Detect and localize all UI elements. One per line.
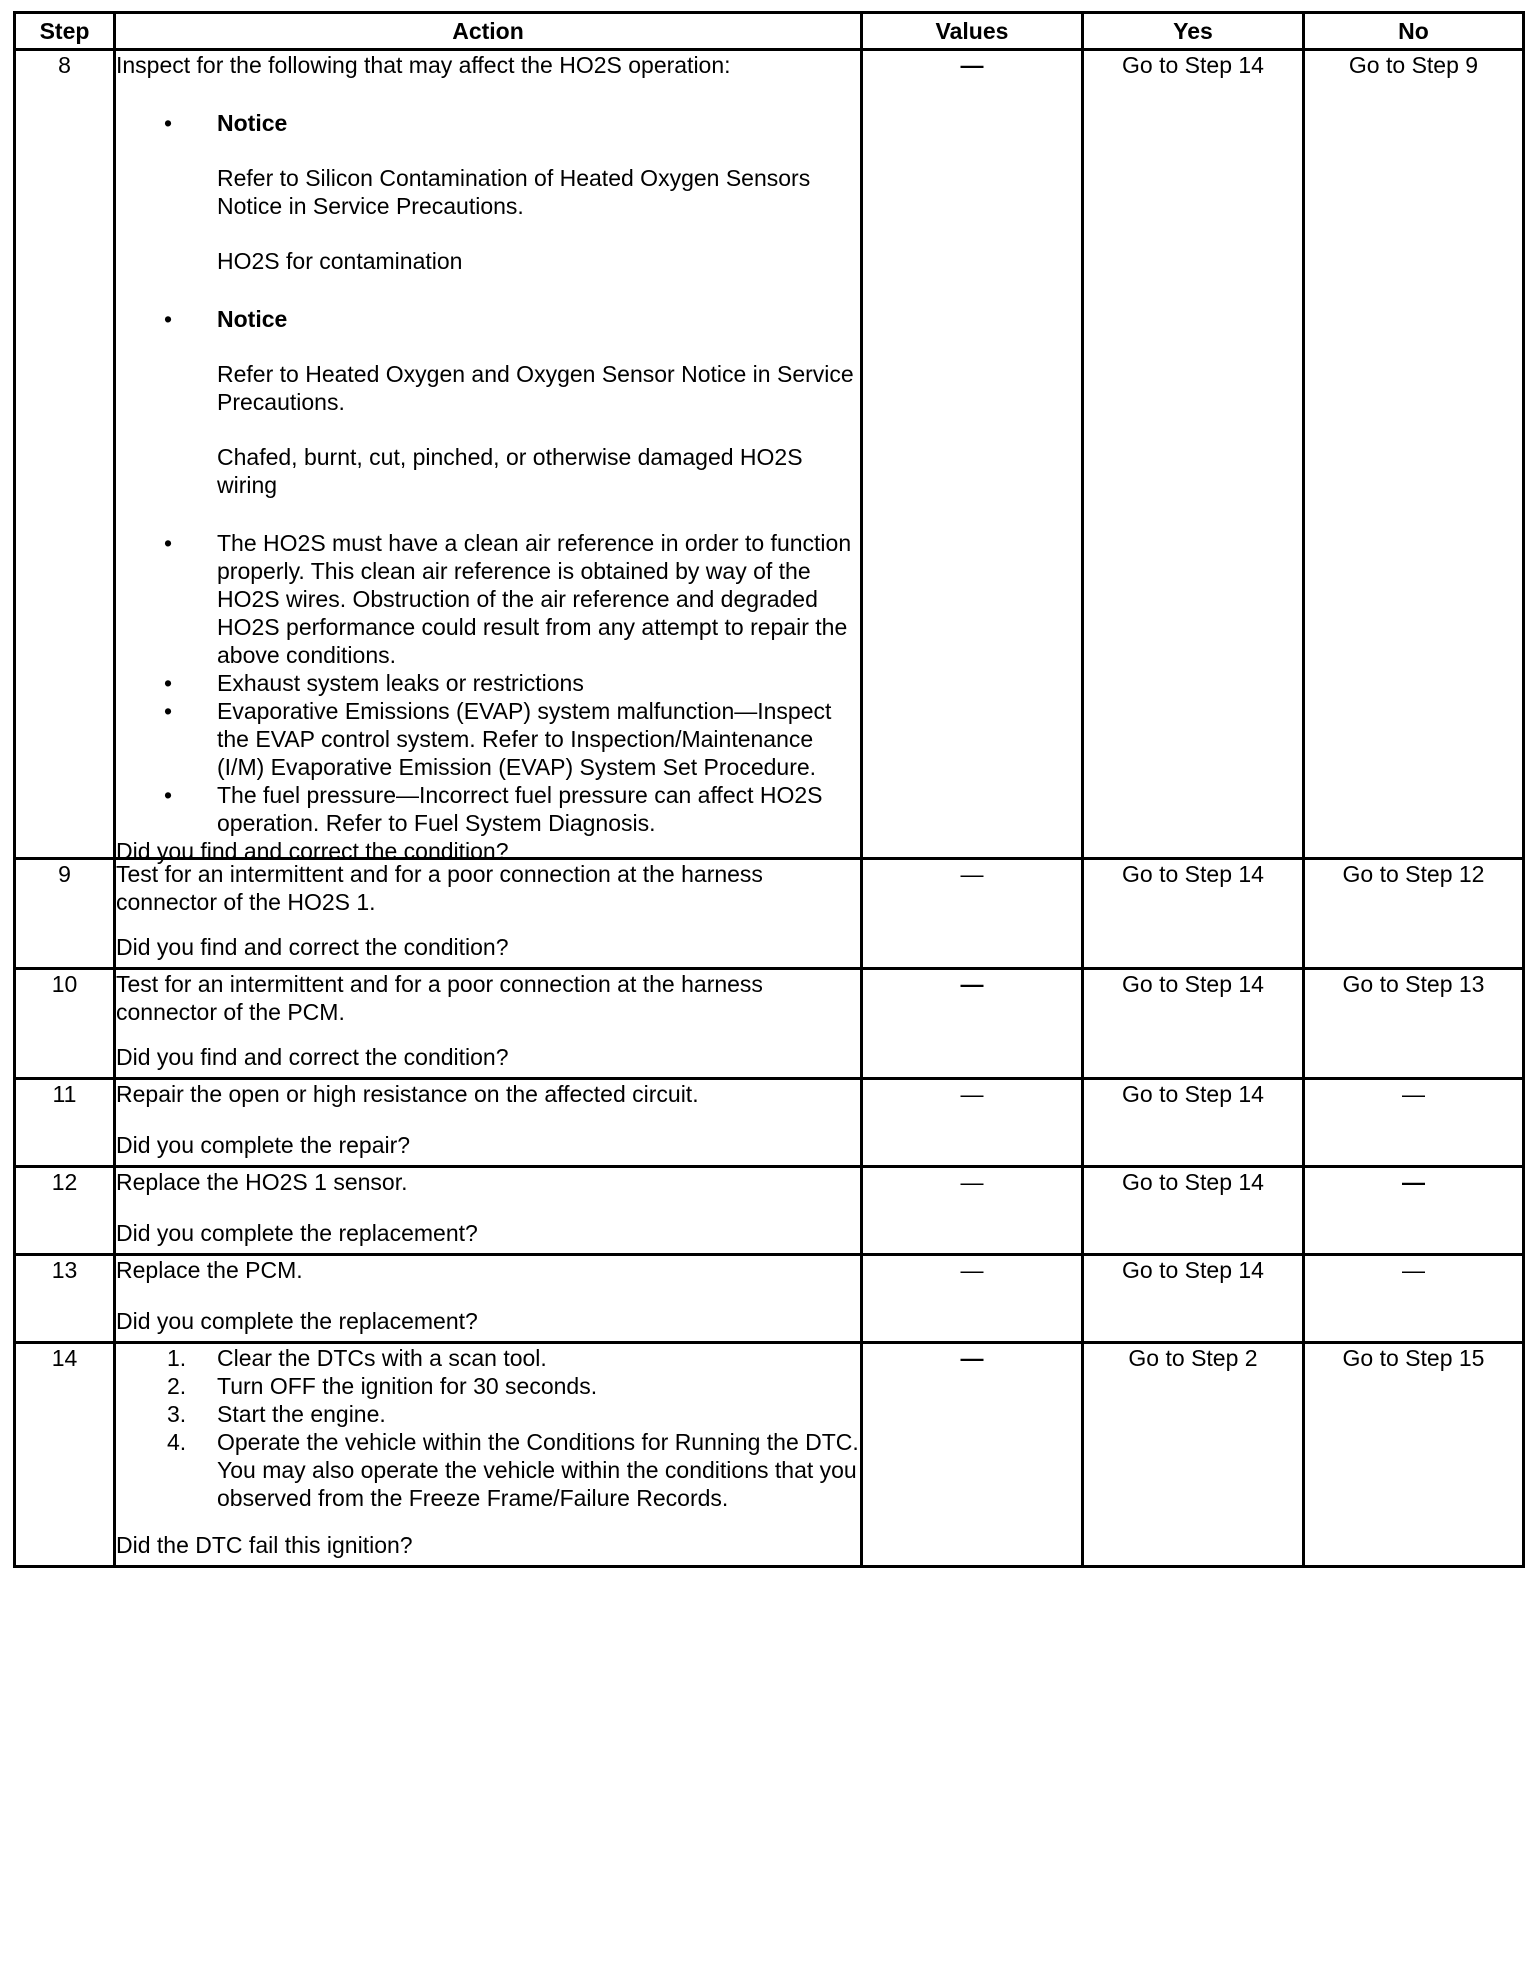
values-cell: —	[862, 50, 1083, 859]
step-index: 3.	[167, 1401, 187, 1427]
list-item	[116, 109, 860, 305]
values-cell: —	[862, 1167, 1083, 1255]
action-cell	[115, 1343, 862, 1567]
notice-label: Notice	[217, 306, 288, 332]
action-text: Replace the PCM.	[116, 1257, 303, 1283]
list-item	[116, 1344, 860, 1372]
values-cell: —	[862, 859, 1083, 969]
header-action: Action	[115, 13, 862, 50]
action-question: Did you complete the repair?	[116, 1132, 411, 1158]
list-item	[116, 669, 860, 697]
bullet-icon: •	[164, 110, 173, 136]
step-index: 2.	[167, 1373, 187, 1399]
action-cell	[115, 50, 862, 864]
procedure-text: Turn OFF the ignition for 30 seconds.	[217, 1373, 598, 1399]
action-cell	[115, 859, 862, 969]
no-cell: —	[1304, 1167, 1524, 1255]
action-cell	[115, 1167, 862, 1255]
yes-cell: Go to Step 14	[1083, 1079, 1304, 1167]
bullet-text: The HO2S must have a clean air reference in order to function properly. This clean air reference is obtained by way of the HO2S wires. Obstruction of the air reference and degraded HO2S performance could result from any attempt to repair the above conditions.	[217, 530, 852, 668]
step-index: 4.	[167, 1429, 187, 1455]
action-cell	[115, 1255, 862, 1343]
values-cell: —	[862, 1255, 1083, 1343]
list-item	[116, 697, 860, 781]
bullet-icon: •	[164, 698, 173, 724]
action-text: Repair the open or high resistance on the affected circuit.	[116, 1081, 699, 1107]
notice-text: Refer to Heated Oxygen and Oxygen Sensor Notice in Service Precautions.	[217, 361, 854, 415]
notice-item: HO2S for contamination	[217, 248, 463, 274]
table-row-step-8	[15, 50, 1524, 859]
header-values: Values	[862, 13, 1083, 50]
values-cell: —	[862, 1343, 1083, 1567]
action-text: Test for an intermittent and for a poor connection at the harness connector of the HO2S 1.	[116, 861, 763, 915]
step-number: 11	[15, 1079, 115, 1167]
procedure-text: Clear the DTCs with a scan tool.	[217, 1345, 547, 1371]
yes-cell: Go to Step 14	[1083, 1167, 1304, 1255]
yes-cell: Go to Step 14	[1083, 859, 1304, 969]
diagnostic-table	[13, 11, 1525, 1568]
action-intro: Inspect for the following that may affect the HO2S operation:	[116, 52, 731, 78]
header-row	[15, 13, 1524, 50]
action-cell	[115, 969, 862, 1079]
notice-item: Chafed, burnt, cut, pinched, or otherwise damaged HO2S wiring	[217, 444, 803, 498]
table-row-step-10	[15, 969, 1524, 1079]
no-cell: —	[1304, 1079, 1524, 1167]
notice-label: Notice	[217, 110, 288, 136]
procedure-text: Operate the vehicle within the Conditions for Running the DTC. You may also operate the vehicle within the conditions that you observed from the Freeze Frame/Failure Records.	[217, 1429, 859, 1511]
table-row-step-14	[15, 1343, 1524, 1567]
table-row-step-12	[15, 1167, 1524, 1255]
no-cell: Go to Step 13	[1304, 969, 1524, 1079]
bullet-icon: •	[164, 530, 173, 556]
list-item	[116, 1428, 860, 1512]
action-cell	[115, 1079, 862, 1167]
table-row-step-13	[15, 1255, 1524, 1343]
list-item	[116, 781, 860, 837]
no-cell: Go to Step 15	[1304, 1343, 1524, 1567]
action-question: Did you find and correct the condition?	[116, 934, 509, 960]
header-no: No	[1304, 13, 1524, 50]
header-yes: Yes	[1083, 13, 1304, 50]
procedure-text: Start the engine.	[217, 1401, 386, 1427]
header-step: Step	[15, 13, 115, 50]
action-question: Did the DTC fail this ignition?	[116, 1532, 413, 1558]
step-number: 10	[15, 969, 115, 1079]
list-item	[116, 305, 860, 529]
bullet-text: Exhaust system leaks or restrictions	[217, 670, 584, 696]
notice-text: Refer to Silicon Contamination of Heated Oxygen Sensors Notice in Service Precautions.	[217, 165, 811, 219]
yes-cell: Go to Step 2	[1083, 1343, 1304, 1567]
yes-cell: Go to Step 14	[1083, 50, 1304, 859]
yes-cell: Go to Step 14	[1083, 969, 1304, 1079]
no-cell: —	[1304, 1255, 1524, 1343]
list-item	[116, 529, 860, 669]
step-number: 9	[15, 859, 115, 969]
action-question: Did you find and correct the condition?	[116, 838, 509, 864]
bullet-text: Evaporative Emissions (EVAP) system malfunction—Inspect the EVAP control system. Refer to Inspection/Maintenance (I/M) Evaporative Emission (EVAP) System Set Procedure.	[217, 698, 832, 780]
action-text: Replace the HO2S 1 sensor.	[116, 1169, 408, 1195]
action-question: Did you complete the replacement?	[116, 1308, 478, 1334]
step-index: 1.	[167, 1345, 187, 1371]
values-cell: —	[862, 969, 1083, 1079]
procedure-list	[116, 1344, 860, 1512]
no-cell: Go to Step 12	[1304, 859, 1524, 969]
action-question: Did you complete the replacement?	[116, 1220, 478, 1246]
list-item	[116, 1400, 860, 1428]
step-number: 13	[15, 1255, 115, 1343]
list-item	[116, 1372, 860, 1400]
action-text: Test for an intermittent and for a poor connection at the harness connector of the PCM.	[116, 971, 763, 1025]
step-number: 14	[15, 1343, 115, 1567]
inspection-list	[116, 109, 860, 837]
table-row-step-11	[15, 1079, 1524, 1167]
action-question: Did you find and correct the condition?	[116, 1044, 509, 1070]
values-cell: —	[862, 1079, 1083, 1167]
no-cell: Go to Step 9	[1304, 50, 1524, 859]
table-row-step-9	[15, 859, 1524, 969]
bullet-icon: •	[164, 670, 173, 696]
bullet-text: The fuel pressure—Incorrect fuel pressure can affect HO2S operation. Refer to Fuel System Diagnosis.	[217, 782, 823, 836]
step-number: 12	[15, 1167, 115, 1255]
step-number: 8	[15, 50, 115, 859]
bullet-icon: •	[164, 782, 173, 808]
yes-cell: Go to Step 14	[1083, 1255, 1304, 1343]
bullet-icon: •	[164, 306, 173, 332]
